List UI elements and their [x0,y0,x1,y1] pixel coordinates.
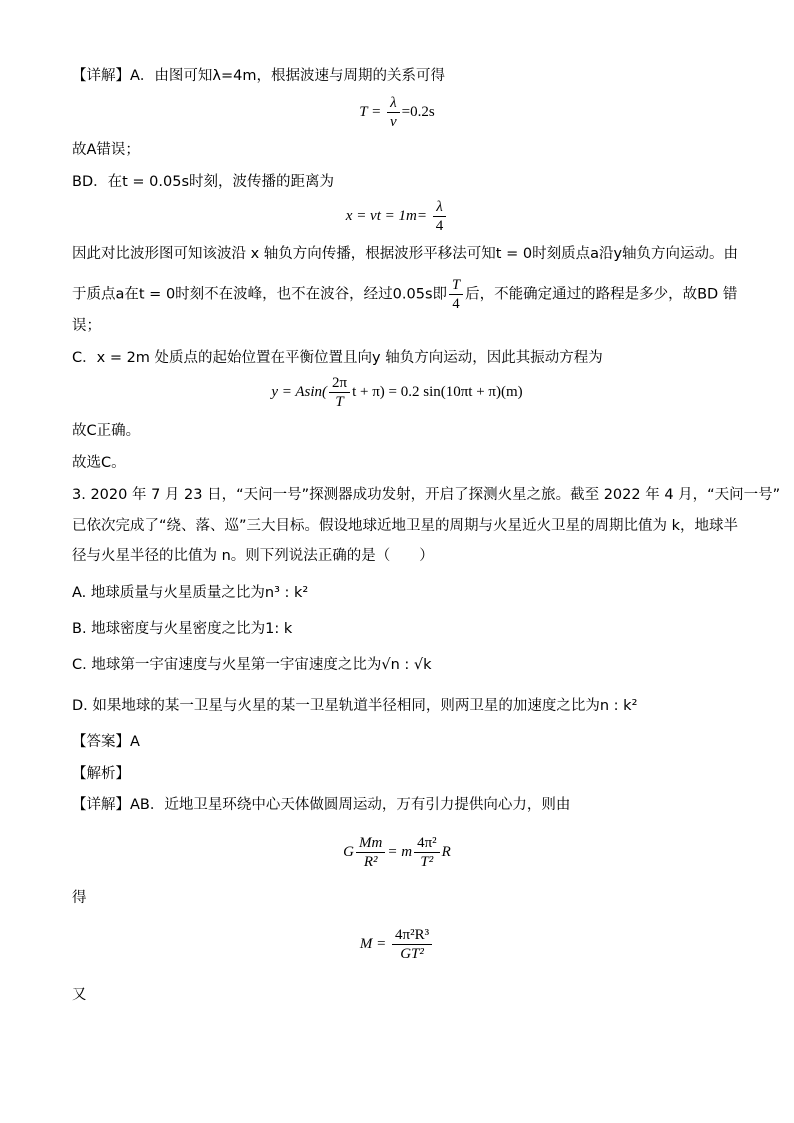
bd-paragraph-line3: 误； [72,318,101,334]
c-line: C．x = 2m 处质点的起始位置在平衡位置且向y 轴负方向运动，因此其振动方程为 [72,350,603,366]
eq4-den2: T² [420,854,434,870]
bd-frac-num: T [449,276,463,295]
bd-para2-post: 后，不能确定通过的路程是多少，故BD 错 [465,286,738,303]
bd-paragraph-line1: 因此对比波形图可知该波沿 x 轴负方向传播，根据波形平移法可知t = 0时刻质点a沿y轴负方向运动。由 [72,246,739,262]
eq3-fraction [329,374,350,411]
equation-gravity [0,834,794,871]
eq2-fraction [433,198,447,235]
bd-paragraph-line2 [72,276,737,313]
option-b: B. 地球密度与火星密度之比为1: k [72,621,293,637]
eq1-lhs: T = [359,103,382,120]
eq4-num1: Mm [356,834,385,853]
bd-frac-den: 4 [452,296,460,312]
eq2-num: λ [433,198,446,217]
eq4-g: G [343,843,355,860]
a-wrong-line: 故A错误； [72,142,140,158]
you-line: 又 [72,987,87,1003]
eq3-pre: y = Asin( [271,383,327,400]
bd-quarter-period-fraction [449,276,463,313]
option-d: D. 如果地球的某一卫星与火星的某一卫星轨道半径相同，则两卫星的加速度之比为n : k² [72,698,638,714]
eq1-rhs: =0.2s [401,103,435,120]
eq1-fraction [387,94,400,131]
eq4-num2: 4π² [414,834,440,853]
detail-ab-line: 【详解】AB．近地卫星环绕中心天体做圆周运动，万有引力提供向心力，则由 [72,797,571,813]
option-a: A. 地球质量与火星质量之比为n³ : k² [72,585,309,601]
eq2-lhs: x = vt = 1m= [345,207,427,224]
equation-distance [0,198,794,235]
answer-label: 【答案】A [72,734,140,750]
equation-vibration [0,374,794,411]
eq4-den1: R² [363,854,378,870]
bd-line: BD．在t = 0.05s时刻，波传播的距离为 [72,174,335,190]
eq4-r: R [441,843,451,860]
question3-line1: 3. 2020 年 7 月 23 日，“天问一号”探测器成功发射，开启了探测火星之旅。截至 2022 年 4 月，“天问一号” [72,487,781,503]
eq3-post: t + π) = 0.2 sin(10πt + π)(m) [352,383,523,400]
eq4-mid: = m [387,843,413,860]
eq4-fraction2 [414,834,440,871]
eq5-num: 4π²R³ [392,926,432,945]
detail-a-line: 【详解】A．由图可知λ=4m，根据波速与周期的关系可得 [72,68,445,84]
eq1-num: λ [387,94,400,113]
eq3-num: 2π [329,374,350,393]
equation-period [0,94,794,131]
eq1-den: v [389,114,397,130]
bd-para2-pre: 于质点a在t = 0时刻不在波峰，也不在波谷，经过0.05s即 [72,286,448,303]
eq4-fraction1 [356,834,385,871]
choose-c-line: 故选C。 [72,455,126,471]
eq5-den: GT² [400,946,424,962]
question3-line3: 径与火星半径的比值为 n。则下列说法正确的是（ ） [72,548,434,564]
eq5-lhs: M = [359,935,387,952]
equation-mass [0,926,794,963]
analysis-label: 【解析】 [72,766,130,782]
question3-line2: 已依次完成了“绕、落、巡”三大目标。假设地球近地卫星的周期与火星近火卫星的周期比值为 k，地球半 [72,518,739,534]
c-correct-line: 故C正确。 [72,423,141,439]
eq2-den: 4 [435,218,444,234]
de-line: 得 [72,890,87,906]
option-c: C. 地球第一宇宙速度与火星第一宇宙速度之比为√n : √k [72,657,432,673]
eq3-den: T [335,394,344,410]
eq5-fraction [392,926,432,963]
